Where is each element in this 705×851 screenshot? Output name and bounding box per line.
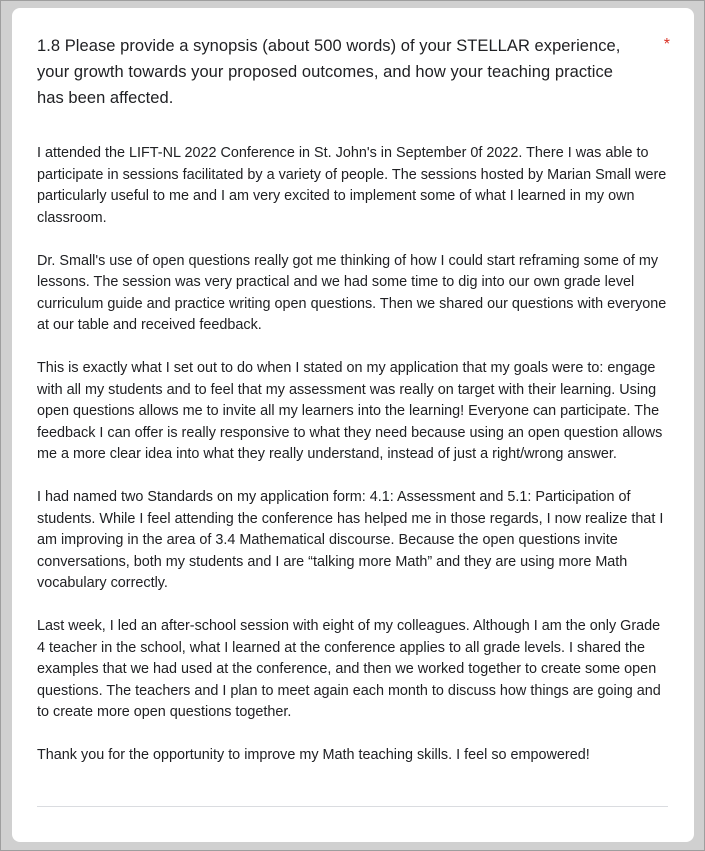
answer-paragraph: I attended the LIFT-NL 2022 Conference in St. John's in September 0f 2022. There I was able to participate in sessions facilitated by a variety of people. The sessions hosted by Marian Small were particularly useful to me and I am very excited to implement some of what I learned in my own classroom. <box>37 145 667 226</box>
answer-paragraph: Dr. Small's use of open questions really got me thinking of how I could start reframing some of my lessons. The session was very practical and we had some time to dig into our own grade level curriculum guide and practice writing open questions. Then we shared our questions with everyone at our table and received feedback. <box>37 252 667 333</box>
answer-paragraph: This is exactly what I set out to do when I stated on my application that my goals were to: engage with all my students and to feel that my assessment was really on target with their learning. Using open questions allows me to invite all my learners into the learning! Everyone can participate. The feedback I can offer is really responsive to what they need because using an open question allows me a more clear idea into what they really understand, instead of just a right/wrong answer. <box>37 360 663 462</box>
answer-paragraph: Thank you for the opportunity to improve my Math teaching skills. I feel so empowered! <box>37 747 590 763</box>
question-title: 1.8 Please provide a synopsis (about 500 words) of your STELLAR experience, your growth towards your proposed outcomes, and how your teaching practice has been affected. <box>37 37 621 107</box>
question-header <box>37 33 668 111</box>
answer-paragraph: Last week, I led an after-school session with eight of my colleagues. Although I am the only Grade 4 teacher in the school, what I learned at the conference applies to all grade levels. I shared the examples that we had used at the conference, and then we worked together to create some open questions. The teachers and I plan to meet again each month to discuss how things are going and to create more open questions together. <box>37 618 661 720</box>
answer-underline <box>37 806 668 807</box>
required-asterisk: * <box>663 36 670 53</box>
answer-paragraph: I had named two Standards on my application form: 4.1: Assessment and 5.1: Participation of students. While I feel attending the conference has helped me in those regards, I now realize that I am improving in the area of 3.4 Mathematical discourse. Because the open questions invite conversations, both my students and I are “talking more Math” and they are using more Math vocabulary correctly. <box>37 489 664 591</box>
answer-text[interactable] <box>37 143 669 767</box>
question-card <box>12 8 694 842</box>
